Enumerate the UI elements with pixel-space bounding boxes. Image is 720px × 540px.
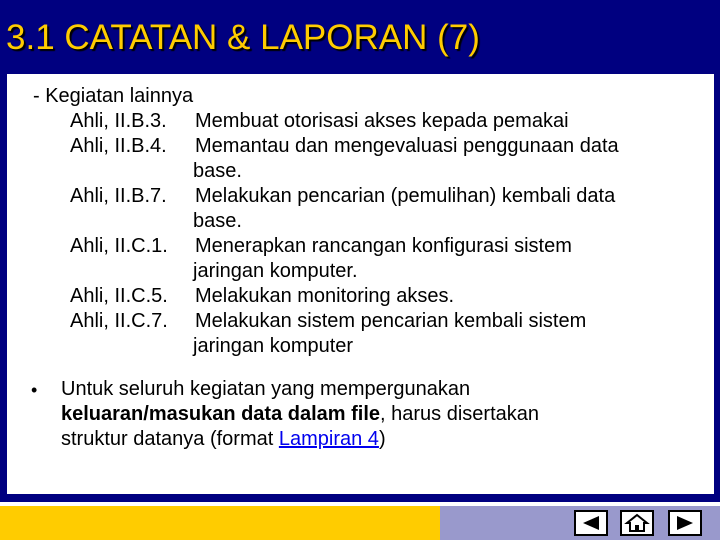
item-code: Ahli, II.C.7. [70,310,168,332]
item-code: Ahli, II.C.1. [70,235,168,257]
slide-title: 3.1 CATATAN & LAPORAN (7) [6,18,480,57]
item-text: Melakukan sistem pencarian kembali sistem [195,310,587,332]
item-text: Memantau dan mengevaluasi penggunaan data [195,135,619,157]
item-code: Ahli, II.B.4. [70,135,167,157]
item-text: Menerapkan rancangan konfigurasi sistem [195,235,572,257]
footer-left-band [0,506,440,540]
item-text: Melakukan pencarian (pemulihan) kembali data [195,185,616,207]
lampiran-link[interactable]: Lampiran 4 [278,428,379,450]
item-text-continued: jaringan komputer. [193,260,358,282]
bullet-line-3-prefix: struktur datanya (format [61,428,279,450]
item-text: Melakukan monitoring akses. [195,285,455,307]
triangle-left-icon [579,514,603,532]
bullet-marker: • [31,380,38,400]
item-text-continued: base. [193,210,242,232]
section-heading: - Kegiatan lainnya [33,85,194,107]
bold-phrase: keluaran/masukan data dalam file [61,403,381,425]
item-code: Ahli, II.B.7. [70,185,167,207]
item-text-continued: base. [193,160,242,182]
item-text: Membuat otorisasi akses kepada pemakai [195,110,569,132]
bullet-line-3-suffix: ) [378,428,386,450]
item-code: Ahli, II.C.5. [70,285,168,307]
home-button[interactable] [620,510,654,536]
bullet-line-2-rest: , harus disertakan [380,403,540,425]
previous-slide-button[interactable] [574,510,608,536]
bullet-line-1: Untuk seluruh kegiatan yang mempergunakan [61,378,471,400]
triangle-right-icon [673,514,697,532]
bottom-border [0,494,720,502]
left-border [0,74,7,494]
bullet-line-3 [61,427,386,452]
right-border [714,74,720,494]
item-text-continued: jaringan komputer [193,335,354,357]
bullet-line-2 [61,402,539,427]
next-slide-button[interactable] [668,510,702,536]
home-icon [624,513,650,533]
item-code: Ahli, II.B.3. [70,110,167,132]
title-bar [0,0,720,74]
